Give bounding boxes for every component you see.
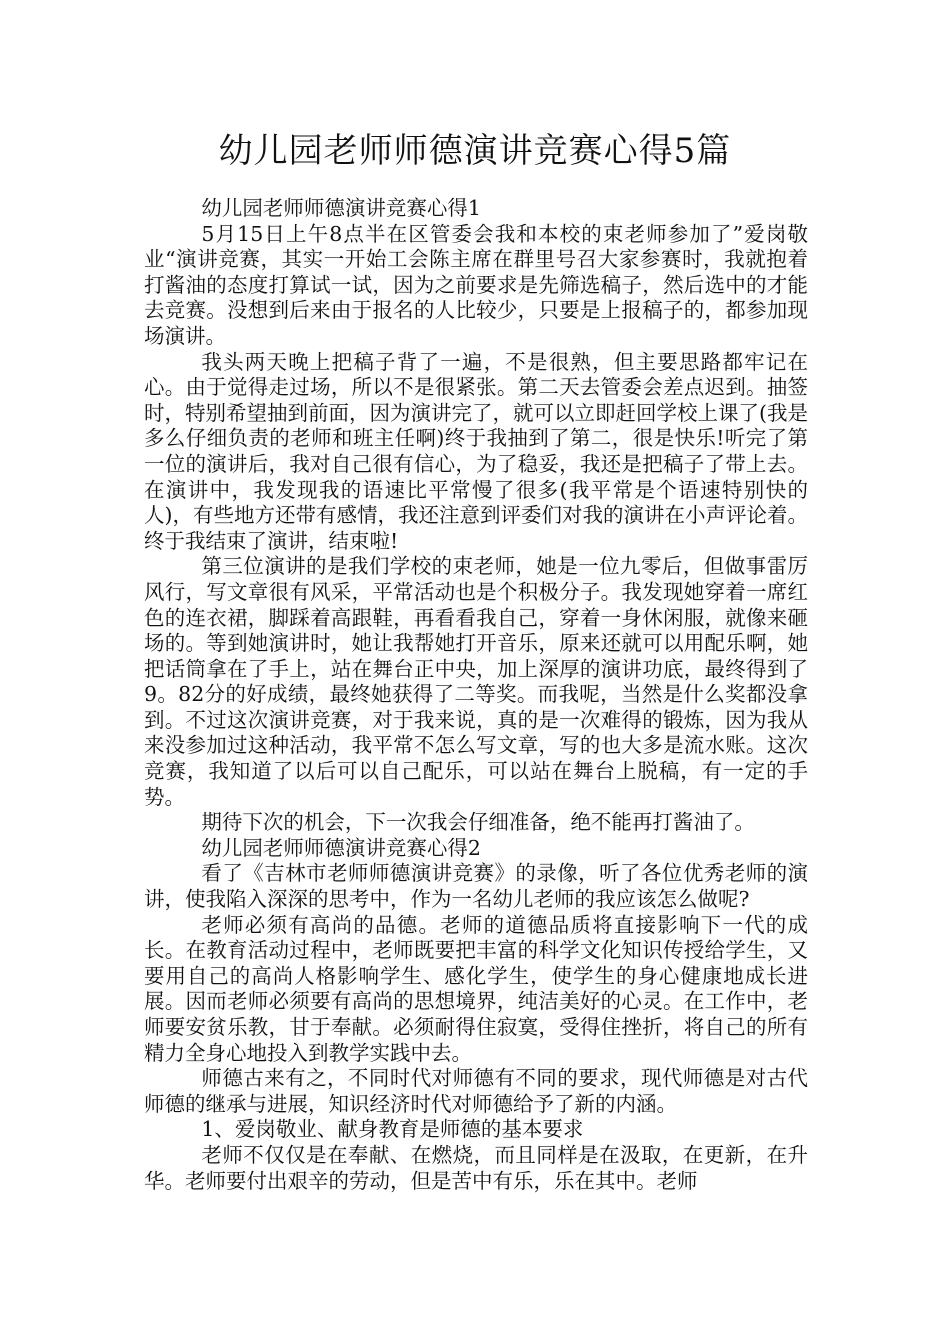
section-heading-1: 幼儿园老师师德演讲竞赛心得1	[201, 196, 481, 220]
document-body	[144, 196, 808, 1194]
paragraph: 我头两天晚上把稿子背了一遍，不是很熟，但主要思路都牢记在心。由于觉得走过场，所以不是很紧张。第二天去管委会差点迟到。抽签时，特别希望抽到前面，因为演讲完了，就可以立即赶回学校上课了(我是多么仔细负责的老师和班主任啊)终于我抽到了第二，很是快乐!听完了第一位的演讲后，我对自己很有信心，为了稳妥，我还是把稿子了带上去。在演讲中，我发现我的语速比平常慢了很多(我平常是个语速特别快的人)，有些地方还带有感情，我还注意到评委们对我的演讲在小声评论着。终于我结束了演讲，结束啦!	[144, 349, 808, 553]
paragraph: 老师必须有高尚的品德。老师的道德品质将直接影响下一代的成长。在教育活动过程中，老师既要把丰富的科学文化知识传授给学生，又要用自己的高尚人格影响学生、感化学生，使学生的身心健康地成长进展。因而老师必须要有高尚的思想境界，纯洁美好的心灵。在工作中，老师要安贫乐教，甘于奉献。必须耐得住寂寞，受得住挫折，将自己的所有精力全身心地投入到教学实践中去。	[144, 912, 808, 1065]
document-title: 幼儿园老师师德演讲竞赛心得5篇	[218, 131, 732, 171]
paragraph: 老师不仅仅是在奉献、在燃烧，而且同样是在汲取，在更新，在升华。老师要付出艰辛的劳动，但是苦中有乐，乐在其中。老师	[144, 1142, 808, 1193]
subheading: 1、爱岗敬业、献身教育是师德的基本要求	[201, 1117, 584, 1142]
paragraph: 看了《吉林市老师师德演讲竞赛》的录像，听了各位优秀老师的演讲，使我陷入深深的思考中，作为一名幼儿老师的我应该怎么做呢?	[144, 861, 808, 912]
paragraph: 师德古来有之，不同时代对师德有不同的要求，现代师德是对古代师德的继承与进展，知识经济时代对师德给予了新的内涵。	[144, 1066, 808, 1116]
paragraph: 第三位演讲的是我们学校的束老师，她是一位九零后，但做事雷厉风行，写文章很有风采，平常活动也是个积极分子。我发现她穿着一席红色的连衣裙，脚踩着高跟鞋，再看看我自己，穿着一身休闲服，就像来砸场的。等到她演讲时，她让我帮她打开音乐，原来还就可以用配乐啊，她把话筒拿在了手上，站在舞台正中央，加上深厚的演讲功底，最终得到了9。82分的好成绩，最终她获得了二等奖。而我呢，当然是什么奖都没拿到。不过这次演讲竞赛，对于我来说，真的是一次难得的锻炼，因为我从来没参加过这种活动，我平常不怎么写文章，写的也大多是流水账。这次竞赛，我知道了以后可以自己配乐，可以站在舞台上脱稿，有一定的手势。	[144, 554, 808, 809]
paragraph: 5月15日上午8点半在区管委会我和本校的束老师参加了”爱岗敬业“演讲竞赛，其实一开始工会陈主席在群里号召大家参赛时，我就抱着打酱油的态度打算试一试，因为之前要求是先筛选稿子，然后选中的才能去竞赛。没想到后来由于报名的人比较少，只要是上报稿子的，都参加现场演讲。	[144, 221, 808, 348]
section-heading-2: 幼儿园老师师德演讲竞赛心得2	[201, 835, 481, 860]
paragraph: 期待下次的机会，下一次我会仔细准备，绝不能再打酱油了。	[201, 810, 755, 835]
